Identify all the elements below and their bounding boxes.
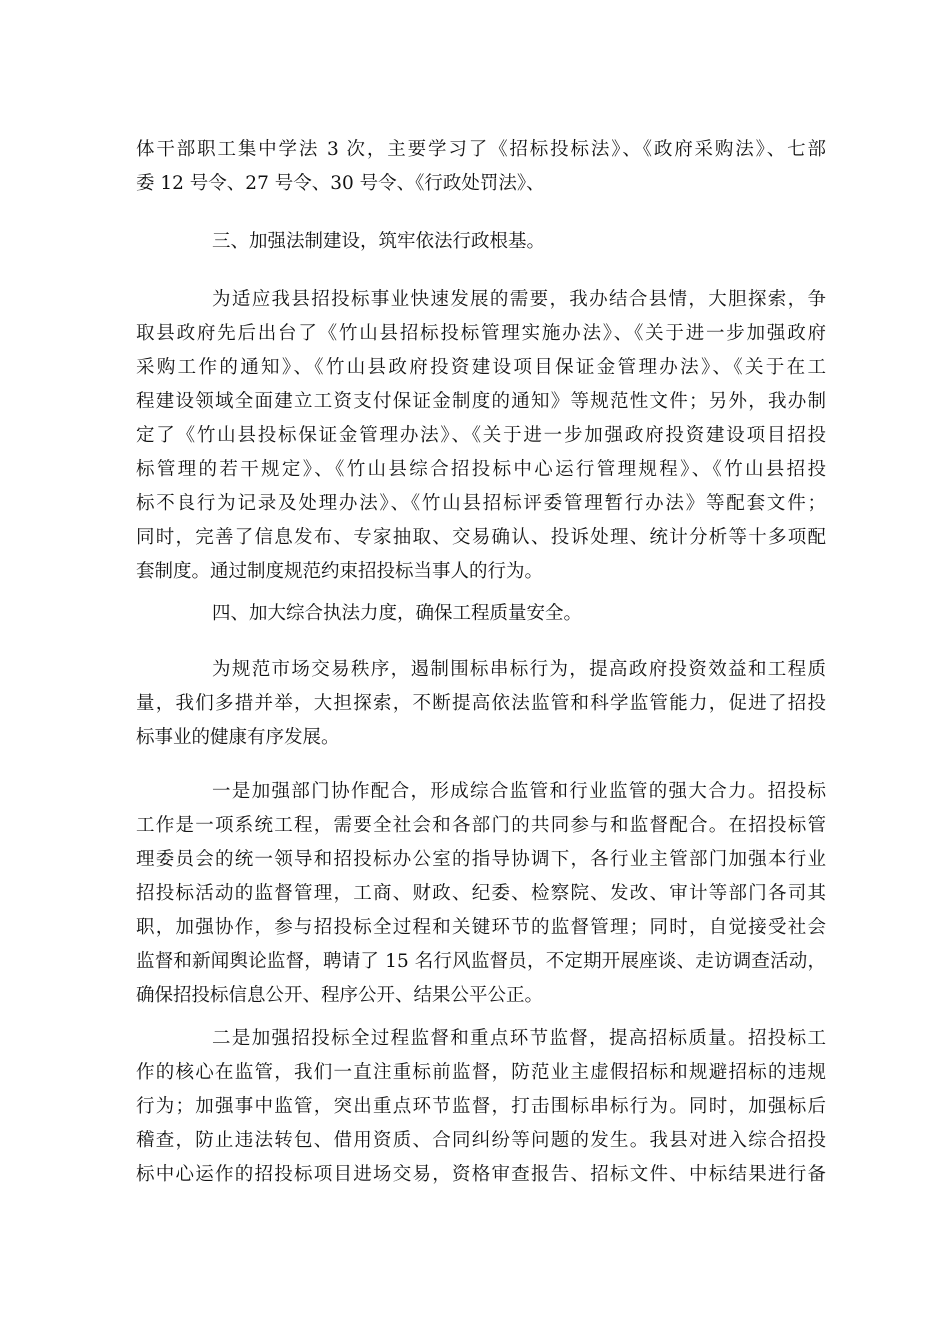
text-line: 行为；加强事中监管，突出重点环节监督，打击围标串标行为。同时，加强标后	[136, 1096, 826, 1117]
section-heading-3	[136, 225, 826, 259]
text-line: 工作是一项系统工程，需要全社会和各部门的共同参与和监督配合。在招投标管	[136, 815, 826, 836]
paragraph-whole-process-supervision	[136, 1022, 826, 1192]
section-heading-4	[136, 597, 826, 631]
paragraph-market-order	[136, 653, 826, 755]
text-line: 套制度。通过制度规范约束招投标当事人的行为。	[136, 561, 544, 582]
text-line: 监督和新闻舆论监督，聘请了 15 名行风监督员，不定期开展座谈、走访调查活动，	[136, 951, 826, 972]
paragraph-department-coordination	[136, 775, 826, 1013]
text-line: 标不良行为记录及处理办法》、《竹山县招标评委管理暂行办法》等配套文件；	[136, 493, 826, 514]
text-line: 招投标活动的监督管理，工商、财政、纪委、检察院、发改、审计等部门各司其	[136, 883, 826, 904]
text-line: 理委员会的统一领导和招投标办公室的指导协调下，各行业主管部门加强本行业	[136, 849, 826, 870]
section-heading-text: 三、加强法制建设，筑牢依法行政根基。	[212, 231, 546, 252]
text-line: 为规范市场交易秩序，遏制围标串标行为，提高政府投资效益和工程质	[212, 659, 826, 680]
text-line: 委 12 号令、27 号令、30 号令、《行政处罚法》、	[136, 173, 545, 194]
text-line: 一是加强部门协作配合，形成综合监管和行业监管的强大合力。招投标	[212, 781, 826, 802]
text-line: 二是加强招投标全过程监督和重点环节监督，提高招标质量。招投标工	[212, 1028, 826, 1049]
text-line: 标事业的健康有序发展。	[136, 727, 340, 748]
text-line: 标管理的若干规定》、《竹山县综合招投标中心运行管理规程》、《竹山县招投	[136, 459, 826, 480]
section-heading-text: 四、加大综合执法力度，确保工程质量安全。	[212, 603, 583, 624]
text-line: 量，我们多措并举，大担探索，不断提高依法监管和科学监管能力，促进了招投	[136, 693, 826, 714]
text-line: 确保招投标信息公开、程序公开、结果公平公正。	[136, 985, 544, 1006]
text-line: 定了《竹山县投标保证金管理办法》、《关于进一步加强政府投资建设项目招投	[136, 425, 826, 446]
text-line: 同时，完善了信息发布、专家抽取、交易确认、投诉处理、统计分析等十多项配	[136, 527, 826, 548]
paragraph-legal-construction	[136, 283, 826, 589]
text-line: 采购工作的通知》、《竹山县政府投资建设项目保证金管理办法》、《关于在工	[136, 357, 826, 378]
text-line: 体干部职工集中学法 3 次，主要学习了《招标投标法》、《政府采购法》、七部	[136, 139, 826, 160]
text-line: 作的核心在监管，我们一直注重标前监督，防范业主虚假招标和规避招标的违规	[136, 1062, 826, 1083]
text-line: 标中心运作的招投标项目进场交易，资格审查报告、招标文件、中标结果进行备	[136, 1164, 826, 1185]
text-line: 稽查，防止违法转包、借用资质、合同纠纷等问题的发生。我县对进入综合招投	[136, 1130, 826, 1151]
text-line: 职，加强协作，参与招投标全过程和关键环节的监督管理；同时，自觉接受社会	[136, 917, 826, 938]
text-line: 为适应我县招投标事业快速发展的需要，我办结合县情，大胆探索，争	[212, 289, 826, 310]
paragraph-study-law	[136, 133, 826, 201]
text-line: 取县政府先后出台了《竹山县招标投标管理实施办法》、《关于进一步加强政府	[136, 323, 826, 344]
text-line: 程建设领域全面建立工资支付保证金制度的通知》等规范性文件；另外，我办制	[136, 391, 826, 412]
